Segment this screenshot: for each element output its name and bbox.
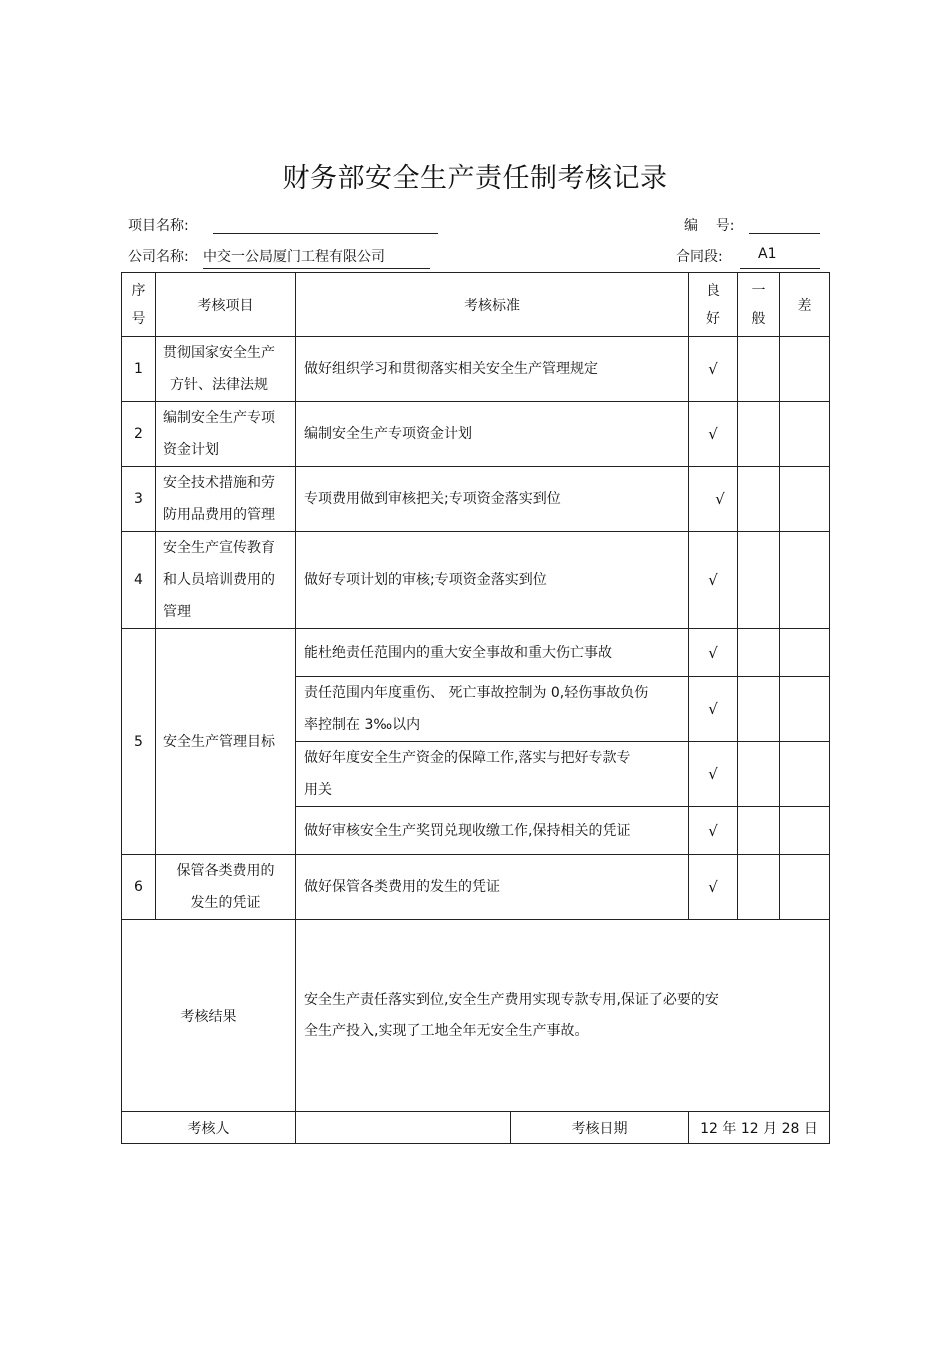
company-value: 中交一公局厦门工程有限公司 [203,249,385,265]
signoff-row [122,1112,830,1144]
row-seq: 3 [122,467,156,532]
header-seq: 序 号 [122,273,156,337]
rating-good: √ [689,467,738,532]
number-underline [749,233,820,234]
company-underline [203,268,430,269]
header-fair: 一 般 [738,273,780,337]
assessor-value [296,1112,511,1144]
rating-poor [780,337,830,402]
row-seq: 2 [122,402,156,467]
row-item: 保管各类费用的 发生的凭证 [156,855,296,920]
rating-good: √ [689,629,738,677]
rating-fair [738,337,780,402]
row-standard: 做好组织学习和贯彻落实相关安全生产管理规定 [296,337,689,402]
section-label: 合同段: [676,249,723,265]
row-item: 安全技术措施和劳 防用品费用的管理 [156,467,296,532]
table-row [122,532,830,629]
date-label: 考核日期 [511,1112,689,1144]
row-standard: 能杜绝责任范围内的重大安全事故和重大伤亡事故 [296,629,689,677]
result-row [122,920,830,1112]
rating-poor [780,807,830,855]
rating-fair [738,467,780,532]
project-label: 项目名称: [128,218,189,234]
rating-good: √ [689,855,738,920]
rating-fair [738,677,780,742]
result-text: 安全生产责任落实到位,安全生产费用实现专款专用,保证了必要的安 全生产投入,实现了工地全年无安全生产事故。 [296,920,830,1112]
row-standard: 编制安全生产专项资金计划 [296,402,689,467]
table-header-row [122,273,830,337]
project-underline [213,233,438,234]
date-value: 12 年 12 月 28 日 [689,1112,830,1144]
rating-good: √ [689,807,738,855]
table-row [122,855,830,920]
company-label: 公司名称: [128,249,189,265]
table-row [122,402,830,467]
assessor-label: 考核人 [122,1112,296,1144]
rating-poor [780,629,830,677]
rating-good: √ [689,532,738,629]
row-seq: 5 [122,629,156,855]
row-item: 贯彻国家安全生产 方针、法律法规 [156,337,296,402]
section-value: A1 [758,246,777,262]
rating-poor [780,402,830,467]
rating-poor [780,532,830,629]
rating-good: √ [689,337,738,402]
rating-fair [738,807,780,855]
row-standard: 做好年度安全生产资金的保障工作,落实与把好专款专 用关 [296,742,689,807]
rating-fair [738,855,780,920]
rating-fair [738,402,780,467]
header-good: 良 好 [689,273,738,337]
rating-poor [780,677,830,742]
rating-fair [738,742,780,807]
header-item: 考核项目 [156,273,296,337]
section-underline [740,268,820,269]
rating-poor [780,742,830,807]
rating-good: √ [689,677,738,742]
rating-good: √ [689,402,738,467]
rating-good: √ [689,742,738,807]
row-standard: 做好专项计划的审核;专项资金落实到位 [296,532,689,629]
rating-fair [738,532,780,629]
header-poor: 差 [780,273,830,337]
table-row [122,467,830,532]
table-row [122,629,830,677]
row-seq: 1 [122,337,156,402]
rating-poor [780,467,830,532]
number-label: 编 号: [684,218,735,234]
header-standard: 考核标准 [296,273,689,337]
row-item: 安全生产宣传教育 和人员培训费用的 管理 [156,532,296,629]
row-seq: 4 [122,532,156,629]
assessment-table [121,272,830,1144]
row-standard: 做好保管各类费用的发生的凭证 [296,855,689,920]
row-standard: 做好审核安全生产奖罚兑现收缴工作,保持相关的凭证 [296,807,689,855]
rating-poor [780,855,830,920]
result-label: 考核结果 [122,920,296,1112]
row-seq: 6 [122,855,156,920]
page-title: 财务部安全生产责任制考核记录 [282,163,668,194]
row-item: 安全生产管理目标 [156,629,296,855]
table-row [122,337,830,402]
row-item: 编制安全生产专项 资金计划 [156,402,296,467]
row-standard: 专项费用做到审核把关;专项资金落实到位 [296,467,689,532]
row-standard: 责任范围内年度重伤、 死亡事故控制为 0,轻伤事故负伤 率控制在 3‰以内 [296,677,689,742]
rating-fair [738,629,780,677]
